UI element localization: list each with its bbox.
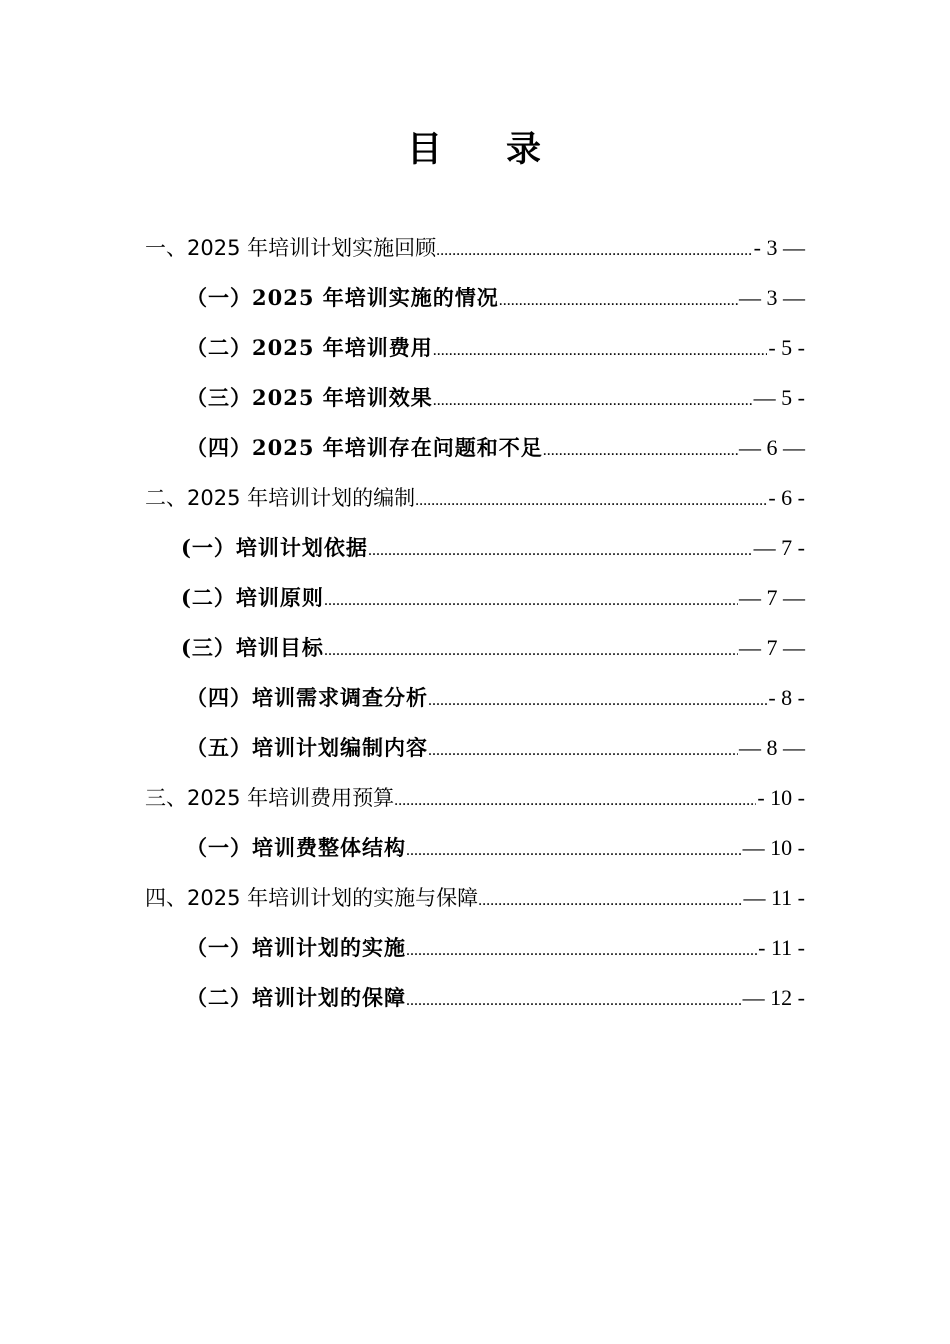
- toc-page-number: - 6 -: [768, 485, 805, 510]
- toc-dot-leader: [428, 731, 738, 771]
- toc-entry-label: （二）2025 年培训费用: [186, 335, 433, 360]
- toc-page-number: - 10 -: [757, 785, 805, 810]
- toc-entry[interactable]: [181, 628, 805, 668]
- toc-entry-label: 一、2025 年培训计划实施回顾: [145, 236, 437, 260]
- toc-entry[interactable]: [186, 278, 805, 318]
- toc-entry[interactable]: [186, 928, 805, 968]
- toc-entry[interactable]: [186, 428, 805, 468]
- toc-entry[interactable]: [186, 728, 805, 768]
- toc-dot-leader: [543, 431, 738, 471]
- toc-entry-label: 二、2025 年培训计划的编制: [145, 486, 416, 510]
- toc-entry[interactable]: [186, 978, 805, 1018]
- toc-dot-leader: [478, 881, 742, 921]
- toc-entry[interactable]: [186, 328, 805, 368]
- toc-page-number: - 5 -: [768, 335, 805, 360]
- toc-entry[interactable]: [145, 778, 805, 818]
- toc-entry-label: （二）培训计划的保障: [186, 985, 406, 1010]
- toc-dot-leader: [406, 981, 742, 1021]
- title-char-2: 录: [506, 130, 544, 170]
- toc-dot-leader: [433, 381, 753, 421]
- toc-entry[interactable]: [181, 528, 805, 568]
- toc-entry-label: （一）2025 年培训实施的情况: [186, 285, 499, 310]
- toc-entry[interactable]: [181, 578, 805, 618]
- toc-entry-label: 四、2025 年培训计划的实施与保障: [145, 886, 479, 910]
- toc-entry[interactable]: [145, 878, 805, 918]
- toc-entry-label: （五）培训计划编制内容: [186, 735, 428, 760]
- toc-page-number: — 10 -: [742, 835, 805, 860]
- toc-dot-leader: [415, 481, 767, 521]
- toc-dot-leader: [324, 631, 738, 671]
- toc-entry-label: (一）培训计划依据: [181, 535, 368, 560]
- toc-page-number: - 8 -: [768, 685, 805, 710]
- toc-entry-label: 三、2025 年培训费用预算: [145, 786, 395, 810]
- toc-entry-label: (二）培训原则: [181, 585, 324, 610]
- toc-page-number: - 11 -: [758, 935, 805, 960]
- toc-page-number: — 12 -: [742, 985, 805, 1010]
- page-title: [0, 126, 950, 174]
- toc-entry-label: （四）2025 年培训存在问题和不足: [186, 435, 543, 460]
- toc-page-number: — 3 —: [739, 285, 805, 310]
- toc-entry-label: （四）培训需求调查分析: [186, 685, 428, 710]
- toc-entry-label: (三）培训目标: [181, 635, 324, 660]
- toc-dot-leader: [406, 831, 742, 871]
- toc-dot-leader: [428, 681, 767, 721]
- toc-entry-label: （三）2025 年培训效果: [186, 385, 433, 410]
- toc-dot-leader: [499, 281, 738, 321]
- toc-entry-label: （一）培训计划的实施: [186, 935, 406, 960]
- toc-dot-leader: [394, 781, 756, 821]
- toc-entry[interactable]: [145, 228, 805, 268]
- toc-page-number: — 7 —: [739, 635, 805, 660]
- toc-entry-label: （一）培训费整体结构: [186, 835, 406, 860]
- toc-entry[interactable]: [145, 478, 805, 518]
- toc-dot-leader: [324, 581, 738, 621]
- toc-page-number: — 11 -: [743, 885, 805, 910]
- toc-page-number: — 6 —: [739, 435, 805, 460]
- title-char-1: 目: [406, 130, 444, 170]
- toc-dot-leader: [406, 931, 757, 971]
- toc-dot-leader: [436, 231, 753, 271]
- toc-page-number: — 8 —: [739, 735, 805, 760]
- toc-page-number: — 7 —: [739, 585, 805, 610]
- toc-entry[interactable]: [186, 828, 805, 868]
- toc-dot-leader: [433, 331, 768, 371]
- toc-entry[interactable]: [186, 378, 805, 418]
- toc-dot-leader: [368, 531, 753, 571]
- toc-page-number: — 5 -: [753, 385, 805, 410]
- toc-entry[interactable]: [186, 678, 805, 718]
- toc-page-number: - 3 —: [753, 235, 805, 260]
- toc-page-number: — 7 -: [753, 535, 805, 560]
